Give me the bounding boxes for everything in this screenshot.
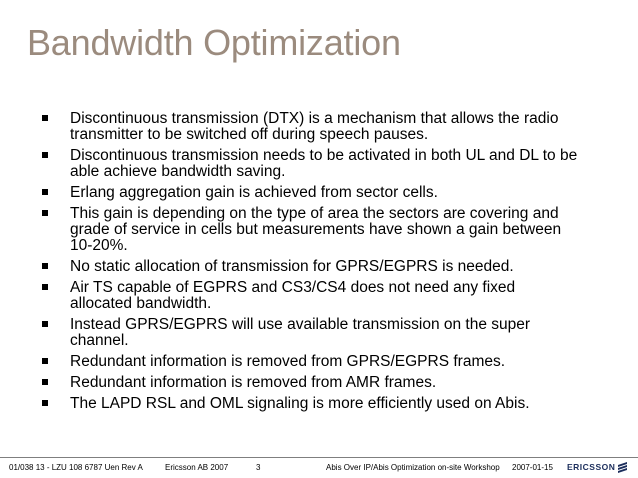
bullet-square-icon (42, 284, 48, 290)
bullet-line: Redundant information is removed from GPRS/EGPRS frames. (70, 353, 506, 370)
bullet-line: Discontinuous transmission needs to be activated in both UL and DL to be (70, 147, 578, 164)
footer-page-number: 3 (256, 463, 261, 472)
bullet-square-icon (42, 152, 48, 158)
bullet-line: This gain is depending on the type of area the sectors are covering and (70, 205, 559, 222)
bullet-square-icon (42, 358, 48, 364)
bullet-item (42, 396, 612, 412)
bullet-item (42, 375, 612, 391)
bullet-square-icon (42, 210, 48, 216)
footer-divider (0, 457, 638, 458)
bullet-item (42, 317, 612, 349)
bullet-square-icon (42, 400, 48, 406)
footer-doc-number: 01/038 13 - LZU 108 6787 Uen Rev A (9, 463, 143, 472)
ericsson-logo-icon (617, 461, 628, 473)
bullet-line: The LAPD RSL and OML signaling is more efficiently used on Abis. (70, 395, 530, 412)
bullet-square-icon (42, 115, 48, 121)
bullet-line: Air TS capable of EGPRS and CS3/CS4 does not need any fixed (70, 279, 516, 296)
bullet-item (42, 206, 612, 254)
logo-text: ERICSSON (567, 462, 616, 472)
bullet-line: allocated bandwidth. (70, 295, 212, 312)
bullet-line: transmitter to be switched off during speech pauses. (70, 126, 429, 143)
bullet-square-icon (42, 379, 48, 385)
footer-date: 2007-01-15 (512, 463, 553, 472)
ericsson-logo (567, 460, 628, 474)
footer-workshop-title: Abis Over IP/Abis Optimization on-site Workshop (326, 463, 500, 472)
bullet-line: grade of service in cells but measurements have shown a gain between (70, 221, 562, 238)
slide-title: Bandwidth Optimization (27, 22, 401, 63)
footer-company: Ericsson AB 2007 (165, 463, 229, 472)
bullet-item (42, 259, 612, 275)
bullet-item (42, 354, 612, 370)
bullet-item (42, 148, 612, 180)
bullet-item (42, 111, 612, 143)
bullet-line: 10-20%. (70, 237, 128, 254)
bullet-line: channel. (70, 332, 129, 349)
bullet-square-icon (42, 189, 48, 195)
bullet-line: Discontinuous transmission (DTX) is a mechanism that allows the radio (70, 110, 559, 127)
bullet-line: Instead GPRS/EGPRS will use available transmission on the super (70, 316, 531, 333)
bullet-list (42, 111, 612, 417)
bullet-item (42, 185, 612, 201)
bullet-square-icon (42, 321, 48, 327)
bullet-square-icon (42, 263, 48, 269)
bullet-line: No static allocation of transmission for GPRS/EGPRS is needed. (70, 258, 514, 275)
bullet-item (42, 280, 612, 312)
bullet-line: Erlang aggregation gain is achieved from sector cells. (70, 184, 438, 201)
bullet-line: Redundant information is removed from AMR frames. (70, 374, 437, 391)
bullet-line: able achieve bandwidth saving. (70, 163, 286, 180)
